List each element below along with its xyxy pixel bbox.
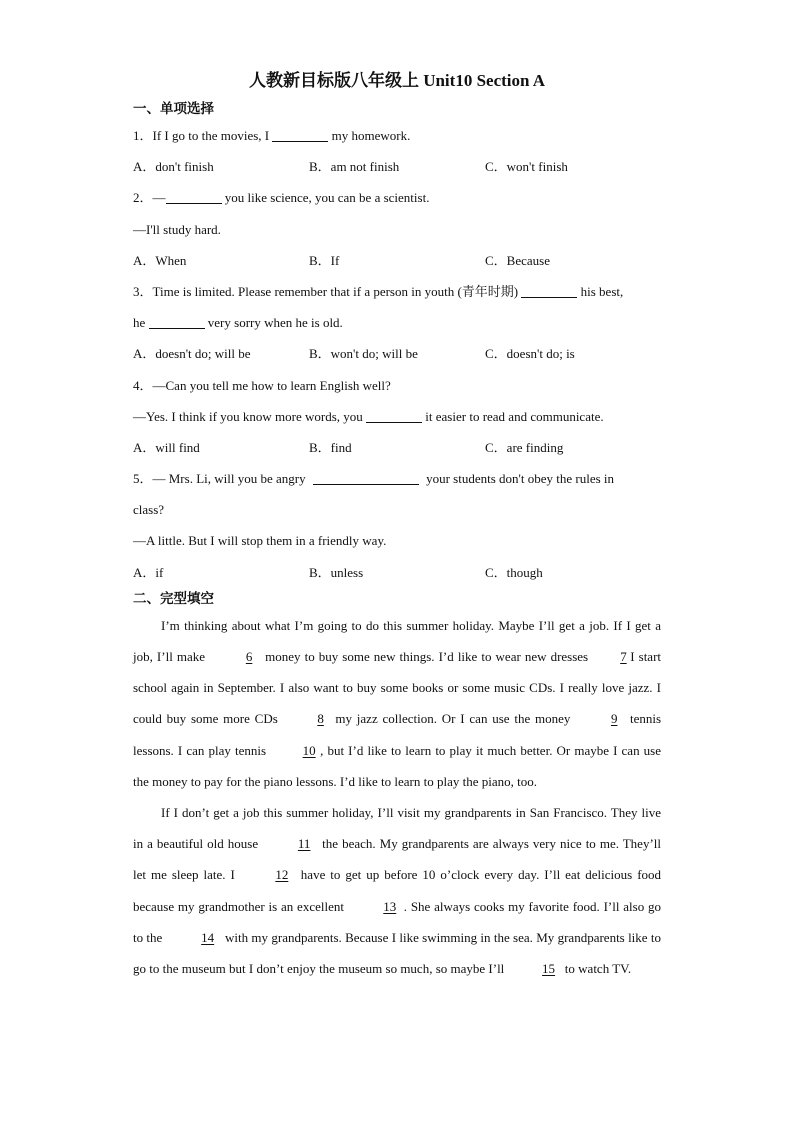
- option-a[interactable]: A．will find: [133, 439, 200, 455]
- question-5-response: —A little. But I will stop them in a friendly way.: [133, 533, 387, 549]
- options-q3: [133, 338, 661, 369]
- answer-blank[interactable]: [366, 408, 422, 423]
- cloze-blank-12[interactable]: 12: [275, 867, 289, 883]
- page-title: 人教新目标版八年级上 Unit10 Section A: [248, 71, 546, 90]
- question-4: 4．—Can you tell me how to learn English well?: [133, 377, 391, 393]
- question-5: 5．— Mrs. Li, will you be angry your students don't obey the rules in: [133, 471, 615, 487]
- cloze-blank-8[interactable]: 8: [317, 711, 324, 727]
- option-a[interactable]: A．don't finish: [133, 159, 214, 175]
- answer-blank[interactable]: [521, 283, 577, 298]
- question-2: 2．— you like science, you can be a scientist.: [133, 190, 430, 206]
- option-b[interactable]: B．won't do; will be: [309, 346, 418, 362]
- option-c[interactable]: C．doesn't do; is: [485, 346, 575, 362]
- question-3: 3．Time is limited. Please remember that if a person in youth (青年时期) his best,: [133, 283, 624, 299]
- option-c[interactable]: C．are finding: [485, 439, 564, 455]
- answer-blank[interactable]: [272, 127, 328, 142]
- cloze-blank-6[interactable]: 6: [245, 649, 253, 665]
- option-b[interactable]: B．unless: [309, 564, 364, 580]
- question-5-line-2: class?: [133, 502, 165, 518]
- question-2-response: —I'll study hard.: [133, 221, 221, 237]
- option-c[interactable]: C．won't finish: [485, 159, 568, 175]
- worksheet-page: [133, 68, 661, 984]
- option-b[interactable]: B．If: [309, 252, 340, 268]
- cloze-paragraph-1: I’m thinking about what I’m going to do this summer holiday. Maybe I’ll get a job. If I get a job, I’ll make 6 money to buy some new things. I’d like to wear new dresses 7 I start school again in September. I also want to buy some books or some music CDs. I really love jazz. I could buy some more CDs 8 my jazz collection. Or I can use the money 9 tennis lessons. I can play tennis 10 , but I’d like to learn to play it much better. Or maybe I can use the money to pay for the piano lessons. I’d like to learn to play the piano, too.: [133, 617, 662, 789]
- cloze-blank-9[interactable]: 9: [610, 711, 618, 727]
- option-a[interactable]: A．doesn't do; will be: [133, 346, 251, 362]
- options-q4: [133, 432, 661, 463]
- cloze-blank-7[interactable]: 7: [620, 649, 627, 665]
- question-1: 1．If I go to the movies, I my homework.: [133, 128, 411, 143]
- option-b[interactable]: B．find: [309, 439, 352, 455]
- cloze-paragraph-2: If I don’t get a job this summer holiday, I’ll visit my grandparents in San Francisco. They live in a beautiful old house 11 the beach. My grandparents are always very nice to me. They’ll let me sleep late. I 12 have to get up before 10 o’clock every day. I’ll eat delicious food because my grandmother is an excellent 13 . She always cooks my favorite food. I’ll also go to the 14 with my grandparents. Because I like swimming in the sea. My grandparents like to go to the museum but I don’t enjoy the museum so much, so maybe I’ll 15 to watch TV.: [133, 797, 661, 984]
- answer-blank[interactable]: [149, 314, 205, 329]
- option-c[interactable]: C．Because: [485, 252, 550, 268]
- section-heading-choice: 一、单项选择: [133, 101, 214, 117]
- answer-blank[interactable]: [166, 189, 222, 204]
- question-3-line-2: he very sorry when he is old.: [133, 315, 343, 331]
- options-q2: [133, 245, 661, 276]
- option-b[interactable]: B．am not finish: [309, 159, 400, 175]
- options-q1: [133, 151, 661, 182]
- cloze-blank-15[interactable]: 15: [542, 961, 556, 977]
- option-a[interactable]: A．if: [133, 564, 164, 580]
- cloze-blank-10[interactable]: 10: [302, 742, 316, 758]
- option-c[interactable]: C．though: [485, 564, 543, 580]
- option-a[interactable]: A．When: [133, 252, 187, 268]
- cloze-blank-11[interactable]: 11: [297, 836, 311, 852]
- cloze-blank-14[interactable]: 14: [201, 929, 215, 945]
- question-4-response: —Yes. I think if you know more words, you it easier to read and communicate.: [133, 408, 604, 424]
- options-q5: [133, 557, 661, 588]
- section-heading-cloze: 二、完型填空: [133, 590, 214, 607]
- answer-blank[interactable]: [313, 470, 419, 485]
- cloze-blank-13[interactable]: 13: [383, 898, 397, 914]
